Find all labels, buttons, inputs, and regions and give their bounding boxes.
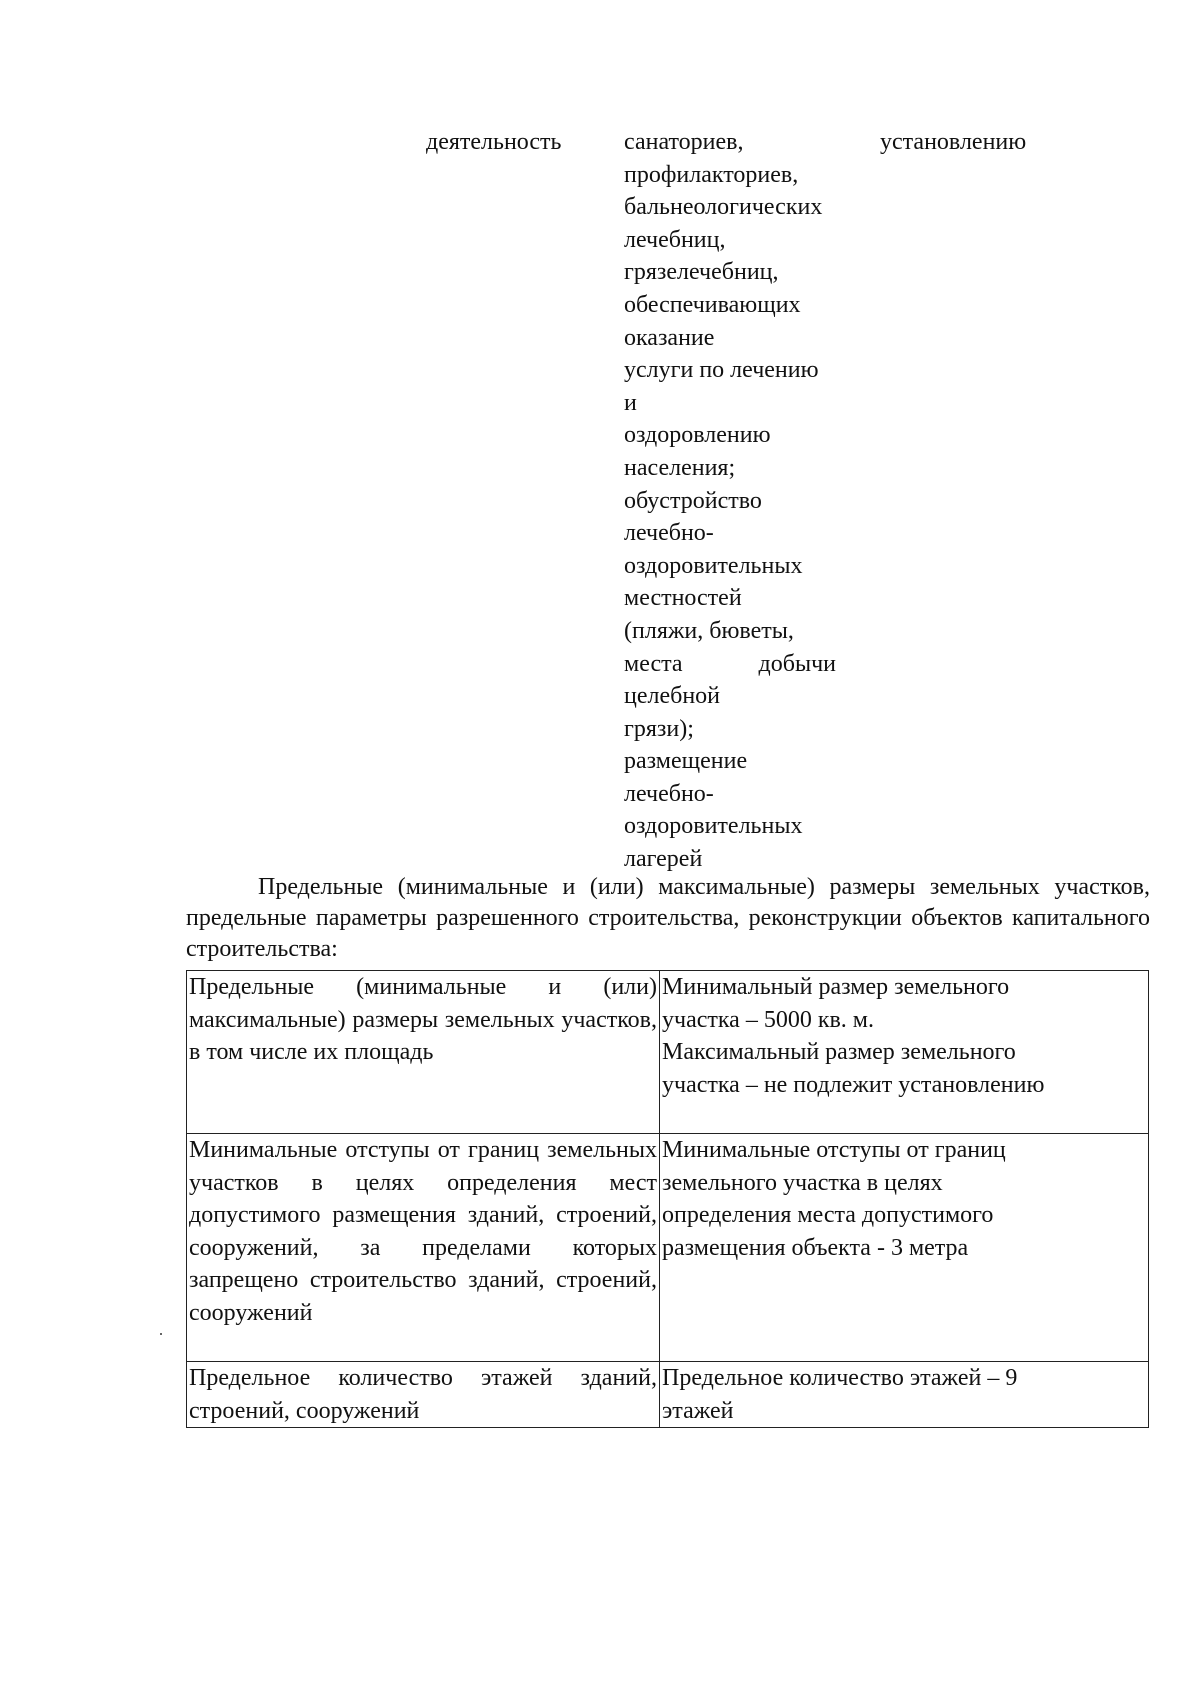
upper-col2-line: лечебно- [624,520,714,547]
value-line: этажей [662,1397,734,1424]
upper-col2-line: лечебниц, [624,226,726,253]
upper-col2-line: места добычи [624,650,836,677]
upper-col2-line: оздоровительных [624,552,803,579]
upper-col2-line: целебной [624,683,721,710]
value-line: Минимальный размер земельного [662,974,1010,1000]
intro-paragraph-text: Предельные (минимальные и (или) максимальные) размеры земельных участков, предельные параметры разрешенного строительства, реконструкции объектов капитального строительства: [186,874,1150,962]
intro-paragraph [186,872,1150,965]
value-line: Максимальный размер земельного [662,1039,1016,1065]
table-cell-value [660,971,1149,1134]
value-line: определения места допустимого [662,1202,994,1228]
upper-col2-line: услуги по лечению [624,357,819,384]
upper-col2-line: оказание [624,324,715,351]
upper-col2-line: местностей [624,585,742,612]
upper-col2-line: грязи); [624,715,694,742]
upper-col2-line: населения; [624,454,736,481]
table-row [187,1134,1149,1362]
table-cell-label: Предельные (минимальные и (или) максимальные) размеры земельных участков, в том числе их площадь [187,971,660,1134]
table-row [187,971,1149,1134]
table-cell-value [660,1134,1149,1362]
upper-col2-line: грязелечебниц, [624,259,779,286]
table-cell-label: Предельное количество этажей зданий, строений, сооружений [187,1362,660,1428]
upper-col2-line: обеспечивающих [624,291,801,318]
value-line: участка – не подлежит установлению [662,1071,1045,1098]
upper-col2-line: лечебно- [624,780,714,807]
upper-col2-line: обустройство [624,487,762,514]
upper-col3-text: установлению [880,129,1027,155]
upper-col1-text: деятельность [426,129,562,155]
scan-speck [160,1333,162,1335]
upper-col2-line: лагерей [624,846,703,873]
value-line: размещения объекта - 3 метра [662,1234,969,1261]
upper-col2-line: и [624,389,637,416]
upper-col2-line: размещение [624,748,748,775]
upper-col2-line: оздоровительных [624,813,803,840]
upper-col2-text [624,126,864,876]
upper-col2-line: профилакториев, [624,161,799,188]
upper-col2-line: бальнеологических [624,194,823,221]
upper-col2-line: санаториев, [624,129,744,155]
value-line: Предельное количество этажей – 9 [662,1365,1018,1391]
table-cell-value [660,1362,1149,1428]
table-row [187,1362,1149,1428]
upper-col2-line: оздоровлению [624,422,771,449]
parameters-table [186,970,1149,1428]
value-line: Минимальные отступы от границ [662,1137,1006,1163]
table-cell-label: Минимальные отступы от границ земельных участков в целях определения мест допустимого размещения зданий, строений, сооружений, за пределами которых запрещено строительство зданий, строений, сооружений [187,1134,660,1362]
upper-col2-line: (пляжи, бюветы, [624,617,794,644]
value-line: участка – 5000 кв. м. [662,1006,874,1033]
value-line: земельного участка в целях [662,1169,943,1196]
